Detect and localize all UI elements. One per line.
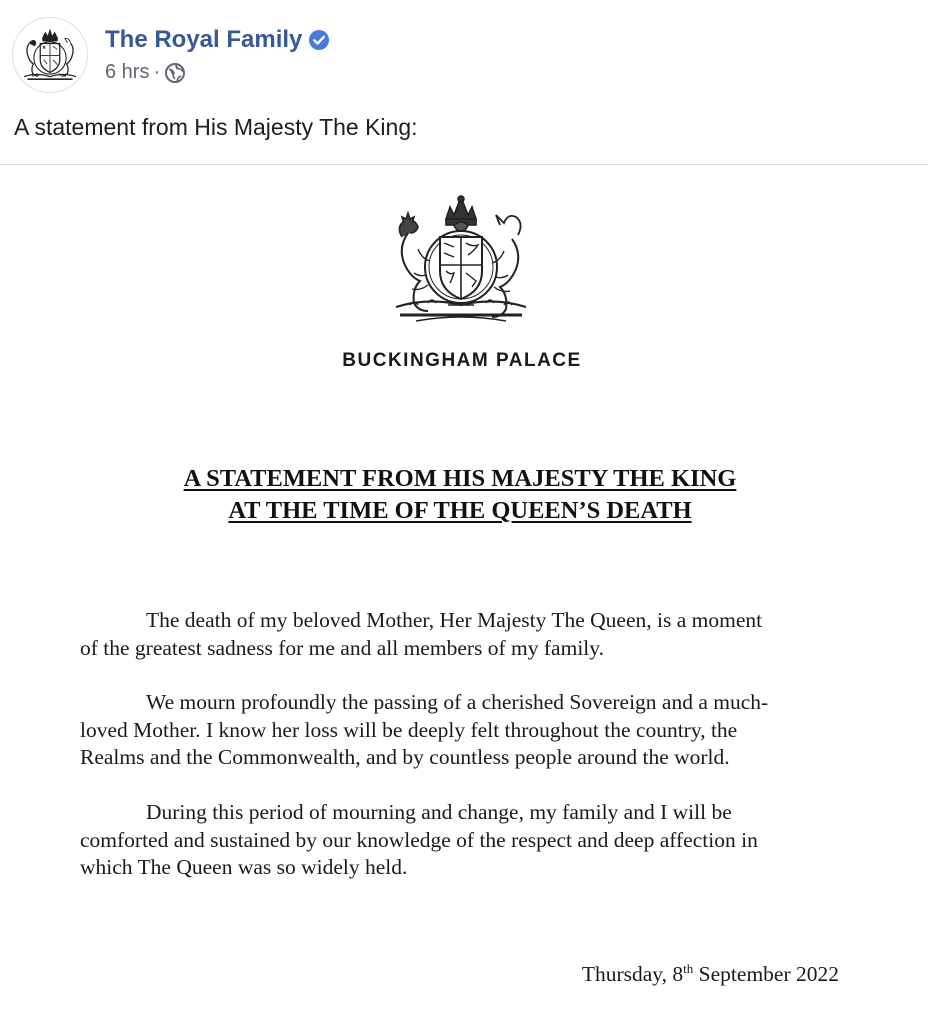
date-ordinal: th <box>683 961 694 976</box>
statement-date <box>582 962 839 987</box>
paragraph-line: of the greatest sadness for me and all members of my family. <box>80 635 604 660</box>
paragraph-line: During this period of mourning and change, my family and I will be <box>146 800 732 824</box>
statement-title-text-1: A STATEMENT FROM HIS MAJESTY THE KING <box>183 465 737 492</box>
paragraph-line: which The Queen was so widely held. <box>80 855 408 879</box>
statement-image[interactable] <box>0 165 928 1014</box>
statement-paragraph <box>80 799 850 882</box>
page-name-link[interactable]: The Royal Family <box>105 26 303 53</box>
post-header <box>0 0 928 105</box>
statement-paragraph <box>80 607 850 662</box>
page-name-row <box>105 24 330 56</box>
date-suffix: September 2022 <box>693 962 839 986</box>
statement-title-line-2 <box>0 497 920 525</box>
post-meta <box>105 61 186 84</box>
globe-icon[interactable] <box>164 62 186 84</box>
date-prefix: Thursday, 8 <box>581 962 684 986</box>
statement-title-text-2: AT THE TIME OF THE QUEEN’S DEATH <box>228 497 692 524</box>
paragraph-line: loved Mother. I know her loss will be deeply felt throughout the country, the <box>80 717 738 742</box>
post-message: A statement from His Majesty The King: <box>14 114 418 140</box>
statement-paragraph <box>80 689 850 772</box>
paragraph-line: We mourn profoundly the passing of a cherished Sovereign and a much- <box>146 690 769 714</box>
page-avatar[interactable] <box>12 17 88 93</box>
royal-coat-of-arms-icon <box>388 193 534 327</box>
paragraph-line: The death of my beloved Mother, Her Majesty The Queen, is a moment <box>146 608 763 632</box>
verified-badge-icon <box>308 29 330 51</box>
paragraph-line: Realms and the Commonwealth, and by countless people around the world. <box>80 745 730 769</box>
paragraph-line: comforted and sustained by our knowledge of the respect and deep affection in <box>80 827 758 852</box>
meta-separator: · <box>153 61 161 83</box>
palace-heading: BUCKINGHAM PALACE <box>342 350 582 371</box>
royal-crest-icon <box>19 24 81 86</box>
post-timestamp[interactable]: 6 hrs <box>105 61 150 83</box>
statement-title-line-1 <box>0 465 920 493</box>
